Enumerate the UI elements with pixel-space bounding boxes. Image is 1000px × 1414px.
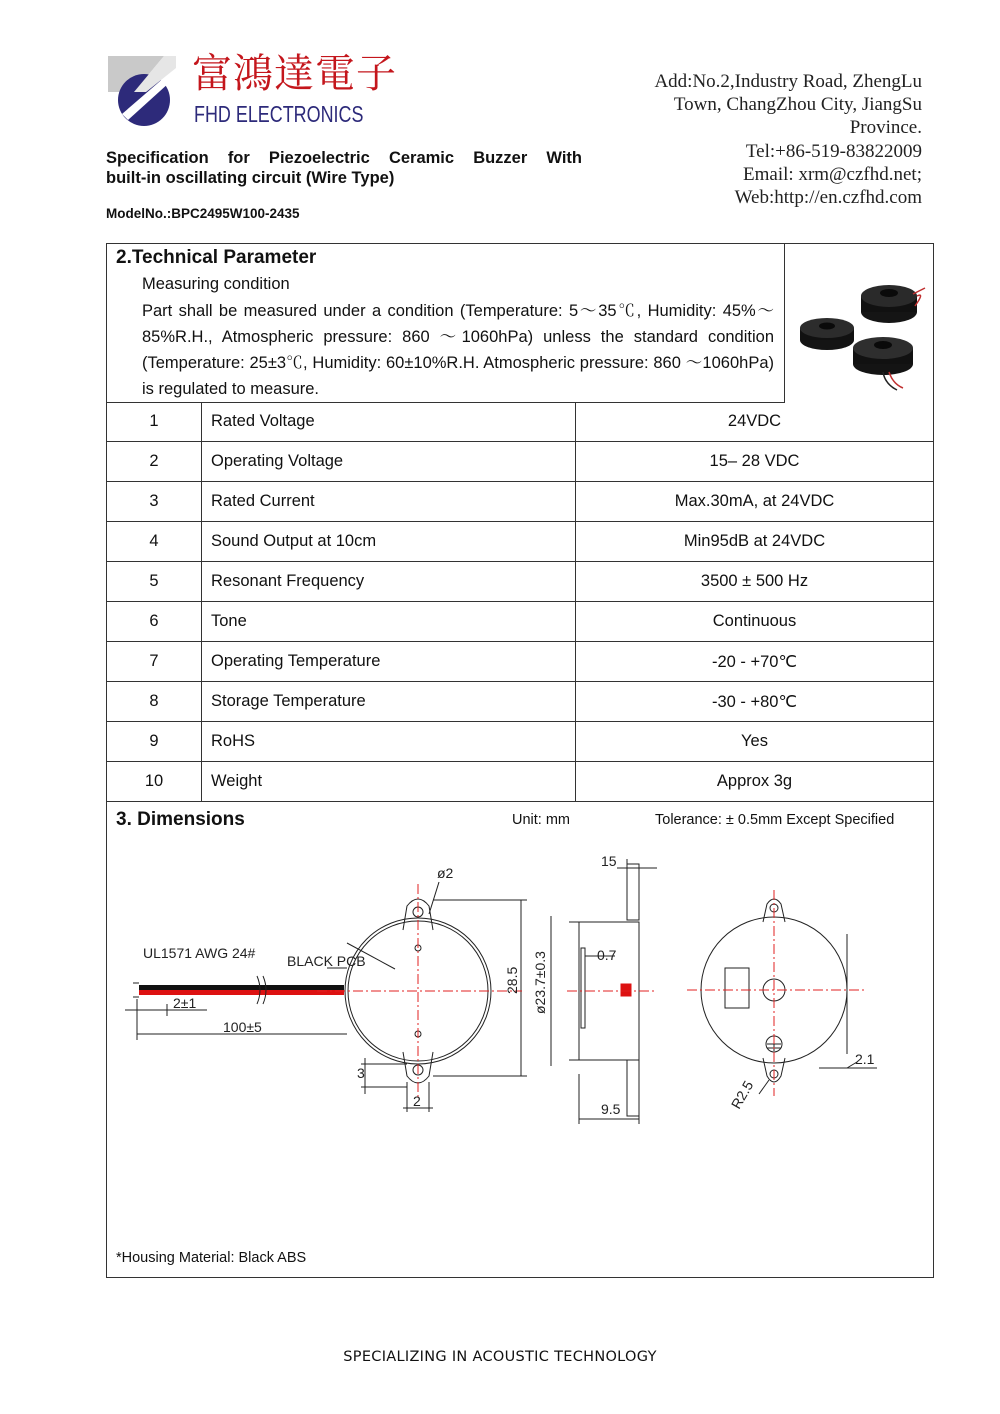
dimension-drawing <box>107 844 933 1244</box>
parameter-name: Weight <box>202 762 576 802</box>
label-diameter: ø23.7±0.3 <box>532 951 548 1014</box>
parameter-name: Storage Temperature <box>202 682 576 722</box>
table-row <box>107 602 933 642</box>
label-flange-15: 15 <box>601 853 617 869</box>
row-number: 4 <box>107 522 202 562</box>
parameter-name: Resonant Frequency <box>202 562 576 602</box>
parameter-value: Yes <box>576 722 934 762</box>
label-black-pcb: BLACK PCB <box>287 953 366 969</box>
row-number: 5 <box>107 562 202 602</box>
parameter-name: Sound Output at 10cm <box>202 522 576 562</box>
table-row <box>107 682 933 722</box>
technical-parameter-section <box>107 244 785 403</box>
parameter-table <box>107 402 933 802</box>
table-row <box>107 642 933 682</box>
footer-tagline: SPECIALIZING IN ACOUSTIC TECHNOLOGY <box>343 1349 657 1365</box>
parameter-value: -20 - +70℃ <box>576 642 934 682</box>
label-tab-3: 3 <box>357 1065 365 1081</box>
label-wire-length: 100±5 <box>223 1019 262 1035</box>
company-logo <box>104 52 178 128</box>
label-strip-length: 2±1 <box>173 995 197 1011</box>
table-row <box>107 402 933 442</box>
spec-title-line: Specification for Piezoelectric Ceramic Buzzer With <box>106 149 582 167</box>
table-row <box>107 562 933 602</box>
parameter-name: RoHS <box>202 722 576 762</box>
address-line: Town, ChangZhou City, JiangSu <box>673 94 922 116</box>
parameter-value: Continuous <box>576 602 934 642</box>
parameter-value: 15– 28 VDC <box>576 442 934 482</box>
label-wire-spec: UL1571 AWG 24# <box>143 945 256 961</box>
label-height: 28.5 <box>504 966 520 994</box>
label-hole-diameter: ø2 <box>437 865 454 881</box>
row-number: 1 <box>107 402 202 442</box>
row-number: 9 <box>107 722 202 762</box>
label-tab-2: 2 <box>413 1093 421 1109</box>
website-url: Web:http://en.czfhd.com <box>734 187 922 209</box>
parameter-name: Rated Current <box>202 482 576 522</box>
row-number: 2 <box>107 442 202 482</box>
row-number: 10 <box>107 762 202 802</box>
measuring-condition-label: Measuring condition <box>142 275 290 293</box>
phone-number: Tel:+86-519-83822009 <box>745 140 922 162</box>
email-address: Email: xrm@czfhd.net; <box>743 163 922 185</box>
label-offset-21: 2.1 <box>855 1051 875 1067</box>
parameter-value: Approx 3g <box>576 762 934 802</box>
table-row <box>107 442 933 482</box>
spec-frame <box>106 243 934 1278</box>
row-number: 8 <box>107 682 202 722</box>
section-heading: 2.Technical Parameter <box>116 247 317 268</box>
address-line: Province. <box>849 117 922 139</box>
company-name-english: FHD ELECTRONICS <box>194 101 364 127</box>
table-row <box>107 482 933 522</box>
parameter-value: Max.30mA, at 24VDC <box>576 482 934 522</box>
label-radius-25: R2.5 <box>727 1077 757 1112</box>
dimensions-heading: 3. Dimensions <box>116 809 245 830</box>
parameter-name: Rated Voltage <box>202 402 576 442</box>
company-name-chinese: 富鴻達電子 <box>192 51 397 97</box>
row-number: 7 <box>107 642 202 682</box>
parameter-name: Tone <box>202 602 576 642</box>
table-row <box>107 722 933 762</box>
measuring-condition-text: Part shall be measured under a condition (Temperature: 5～35℃, Humidity: 45%～85%R.H., Atmospheric pressure: 860 ～1060hPa) unless the standard condition (Temperature: 25±3℃, Humidity: 60±10%R.H. Atmospheric pressure: 860 ～1060hPa) is regulated to measure. <box>142 302 774 398</box>
address-line: Add:No.2,Industry Road, ZhengLu <box>654 71 922 92</box>
table-row <box>107 762 933 802</box>
spec-title <box>106 148 582 188</box>
parameter-value: Min95dB at 24VDC <box>576 522 934 562</box>
contact-block <box>654 70 922 209</box>
table-row <box>107 522 933 562</box>
housing-note: *Housing Material: Black ABS <box>116 1250 307 1266</box>
parameter-name: Operating Temperature <box>202 642 576 682</box>
parameter-value: 24VDC <box>576 402 934 442</box>
label-thickness-07: 0.7 <box>597 947 617 963</box>
row-number: 3 <box>107 482 202 522</box>
parameter-value: -30 - +80℃ <box>576 682 934 722</box>
model-number: ModelNo.:BPC2495W100-2435 <box>106 206 300 221</box>
row-number: 6 <box>107 602 202 642</box>
label-depth-95: 9.5 <box>601 1101 621 1117</box>
unit-label: Unit: mm <box>512 812 570 828</box>
tolerance-label: Tolerance: ± 0.5mm Except Specified <box>655 812 895 828</box>
product-photo <box>785 244 933 402</box>
parameter-name: Operating Voltage <box>202 442 576 482</box>
parameter-value: 3500 ± 500 Hz <box>576 562 934 602</box>
spec-title-line: built-in oscillating circuit (Wire Type) <box>106 169 395 187</box>
